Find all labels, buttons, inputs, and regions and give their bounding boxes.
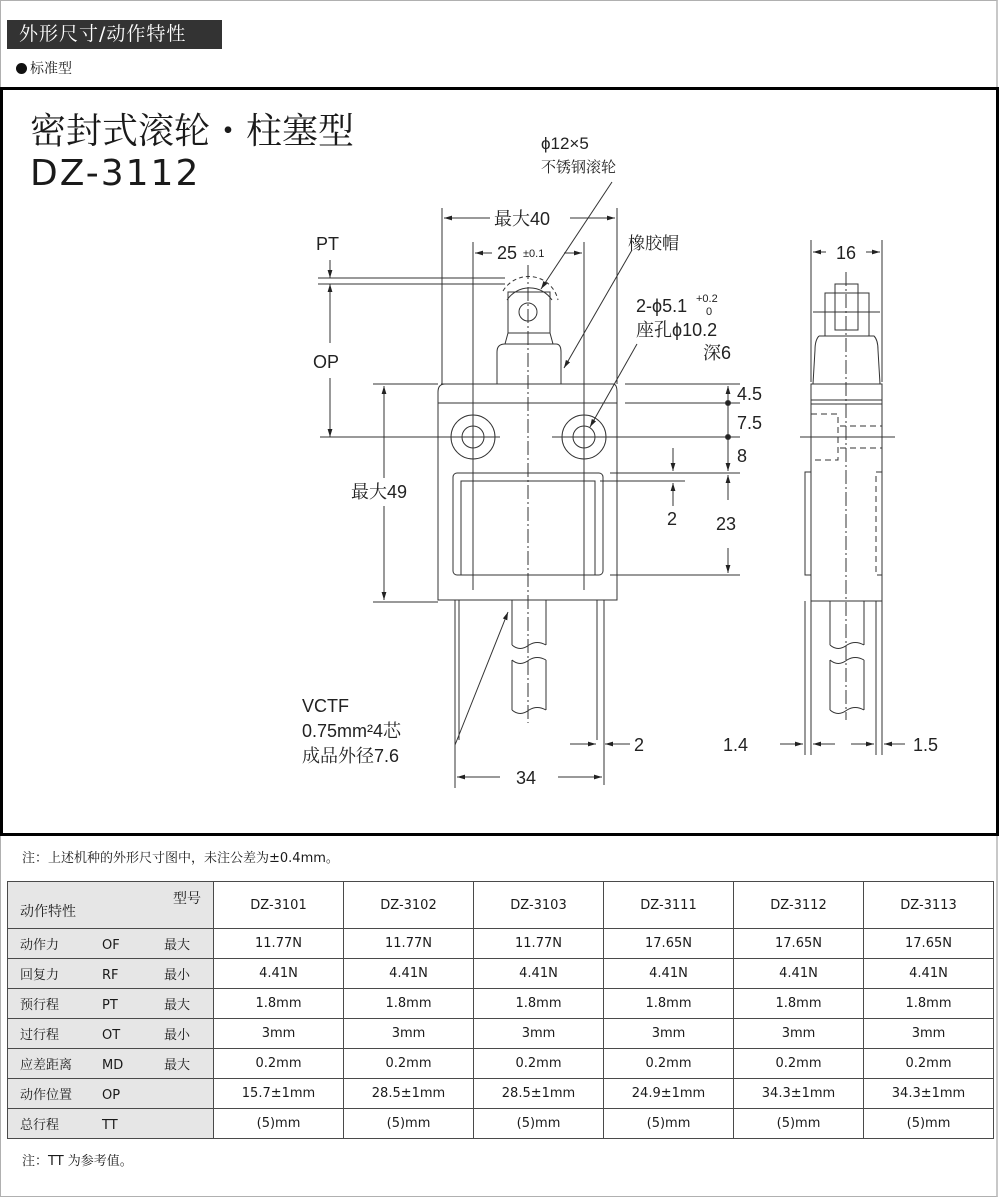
table-cell: 0.2mm bbox=[864, 1049, 994, 1079]
table-cell: 3mm bbox=[344, 1019, 474, 1049]
table-cell: 0.2mm bbox=[344, 1049, 474, 1079]
table-cell: (5)mm bbox=[604, 1109, 734, 1139]
table-row bbox=[8, 1109, 994, 1139]
hole-spec-line1: 2-ϕ5.1 bbox=[636, 296, 688, 316]
row-name: 回复力 bbox=[20, 968, 60, 983]
dim-1-5: 1.5 bbox=[913, 735, 939, 755]
tolerance-note: 注：上述机种的外形尺寸图中，未注公差为±0.4mm。 bbox=[22, 851, 339, 866]
table-row bbox=[8, 929, 994, 959]
dim-2-window: 2 bbox=[667, 509, 678, 529]
cable-line3: 成品外径7.6 bbox=[302, 746, 400, 766]
table-row bbox=[8, 959, 994, 989]
table-cell: 28.5±1mm bbox=[474, 1079, 604, 1109]
table-cell: 28.5±1mm bbox=[344, 1079, 474, 1109]
table-row bbox=[8, 989, 994, 1019]
section-tab: 外形尺寸/动作特性 bbox=[7, 20, 222, 49]
row-code: TT bbox=[102, 1118, 118, 1133]
model-header: DZ-3111 bbox=[604, 882, 734, 929]
row-header bbox=[8, 989, 214, 1019]
hole-spec-line2: 座孔ϕ10.2 bbox=[636, 320, 718, 340]
model-header: DZ-3112 bbox=[734, 882, 864, 929]
rubber-cap-label: 橡胶帽 bbox=[628, 234, 679, 253]
table-cell: 34.3±1mm bbox=[734, 1079, 864, 1109]
roller-desc-label: 不锈钢滚轮 bbox=[541, 159, 617, 176]
row-header bbox=[8, 1079, 214, 1109]
row-code: PT bbox=[102, 998, 118, 1013]
table-row bbox=[8, 1079, 994, 1109]
table-corner-cell bbox=[8, 882, 214, 929]
row-name: 预行程 bbox=[20, 998, 60, 1013]
cable-line2: 0.75mm²4芯 bbox=[302, 721, 402, 741]
row-limit: 最大 bbox=[164, 938, 191, 953]
table-cell: 4.41N bbox=[734, 959, 864, 989]
max-height-label: 最大49 bbox=[351, 482, 408, 502]
table-cell: (5)mm bbox=[734, 1109, 864, 1139]
drawing-model: DZ-3112 bbox=[30, 153, 201, 194]
dim-1-4: 1.4 bbox=[723, 735, 749, 755]
table-cell: 4.41N bbox=[864, 959, 994, 989]
pt-label: PT bbox=[316, 234, 340, 254]
table-cell: 4.41N bbox=[604, 959, 734, 989]
drawing-title: 密封式滚轮・柱塞型 bbox=[30, 111, 355, 152]
max-width-label: 最大40 bbox=[494, 209, 551, 229]
table-cell: 4.41N bbox=[344, 959, 474, 989]
table-cell: 3mm bbox=[474, 1019, 604, 1049]
table-cell: 4.41N bbox=[214, 959, 344, 989]
row-name: 应差距离 bbox=[20, 1058, 73, 1073]
table-cell: 0.2mm bbox=[214, 1049, 344, 1079]
table-cell: 1.8mm bbox=[734, 989, 864, 1019]
table-cell: 0.2mm bbox=[734, 1049, 864, 1079]
table-cell: 17.65N bbox=[604, 929, 734, 959]
cable-line1: VCTF bbox=[302, 696, 349, 716]
table-cell: 0.2mm bbox=[604, 1049, 734, 1079]
spec-table bbox=[7, 881, 994, 1139]
table-cell: 4.41N bbox=[474, 959, 604, 989]
table-header-row bbox=[8, 882, 994, 929]
table-cell: 11.77N bbox=[344, 929, 474, 959]
table-cell: 3mm bbox=[734, 1019, 864, 1049]
row-name: 过行程 bbox=[20, 1028, 60, 1043]
row-code: RF bbox=[102, 968, 119, 983]
row-code: OT bbox=[102, 1028, 121, 1043]
table-cell: 1.8mm bbox=[474, 989, 604, 1019]
dim-34: 34 bbox=[516, 768, 537, 788]
subtype-text: 标准型 bbox=[30, 61, 72, 77]
dim-7-5: 7.5 bbox=[737, 413, 763, 433]
table-row bbox=[8, 1019, 994, 1049]
table-cell: 24.9±1mm bbox=[604, 1079, 734, 1109]
row-header bbox=[8, 929, 214, 959]
row-header bbox=[8, 1109, 214, 1139]
dim-2-bottom: 2 bbox=[634, 735, 645, 755]
table-cell: (5)mm bbox=[214, 1109, 344, 1139]
op-label: OP bbox=[313, 352, 340, 372]
model-header: DZ-3113 bbox=[864, 882, 994, 929]
hole-pitch-label: 25 bbox=[497, 243, 518, 263]
dim-23: 23 bbox=[716, 514, 737, 534]
row-name: 总行程 bbox=[20, 1118, 60, 1133]
model-header: DZ-3103 bbox=[474, 882, 604, 929]
corner-model-label: 型号 bbox=[173, 891, 201, 907]
table-cell: 0.2mm bbox=[474, 1049, 604, 1079]
table-cell: 1.8mm bbox=[344, 989, 474, 1019]
row-limit: 最小 bbox=[164, 968, 191, 983]
corner-characteristic-label: 动作特性 bbox=[20, 904, 76, 920]
table-cell: 3mm bbox=[214, 1019, 344, 1049]
table-cell: 3mm bbox=[864, 1019, 994, 1049]
table-cell: (5)mm bbox=[344, 1109, 474, 1139]
row-header bbox=[8, 1019, 214, 1049]
row-header bbox=[8, 1049, 214, 1079]
side-width-label: 16 bbox=[836, 243, 857, 263]
table-cell: 34.3±1mm bbox=[864, 1079, 994, 1109]
row-limit: 最小 bbox=[164, 1028, 191, 1043]
table-cell: 15.7±1mm bbox=[214, 1079, 344, 1109]
row-name: 动作位置 bbox=[20, 1088, 73, 1103]
table-cell: 1.8mm bbox=[864, 989, 994, 1019]
tt-reference-note: 注：TT 为参考值。 bbox=[22, 1154, 133, 1169]
dim-8: 8 bbox=[737, 446, 748, 466]
dim-4-5: 4.5 bbox=[737, 384, 763, 404]
hole-tol-lower: 0 bbox=[706, 306, 713, 318]
row-code: MD bbox=[102, 1058, 124, 1073]
row-code: OP bbox=[102, 1088, 121, 1103]
table-cell: 17.65N bbox=[734, 929, 864, 959]
row-code: OF bbox=[102, 938, 120, 953]
table-row bbox=[8, 1049, 994, 1079]
table-cell: 1.8mm bbox=[604, 989, 734, 1019]
table-cell: 1.8mm bbox=[214, 989, 344, 1019]
table-cell: 11.77N bbox=[474, 929, 604, 959]
hole-tol-upper: +0.2 bbox=[696, 293, 718, 305]
row-limit: 最大 bbox=[164, 1058, 191, 1073]
table-cell: (5)mm bbox=[474, 1109, 604, 1139]
hole-spec-line3: 深6 bbox=[703, 343, 732, 363]
table-cell: 3mm bbox=[604, 1019, 734, 1049]
roller-spec-label: ϕ12×5 bbox=[541, 134, 589, 153]
hole-pitch-tol: ±0.1 bbox=[523, 248, 545, 260]
table-cell: 11.77N bbox=[214, 929, 344, 959]
row-limit: 最大 bbox=[164, 998, 191, 1013]
model-header: DZ-3102 bbox=[344, 882, 474, 929]
row-name: 动作力 bbox=[20, 938, 60, 953]
model-header: DZ-3101 bbox=[214, 882, 344, 929]
table-cell: 17.65N bbox=[864, 929, 994, 959]
row-header bbox=[8, 959, 214, 989]
table-cell: (5)mm bbox=[864, 1109, 994, 1139]
